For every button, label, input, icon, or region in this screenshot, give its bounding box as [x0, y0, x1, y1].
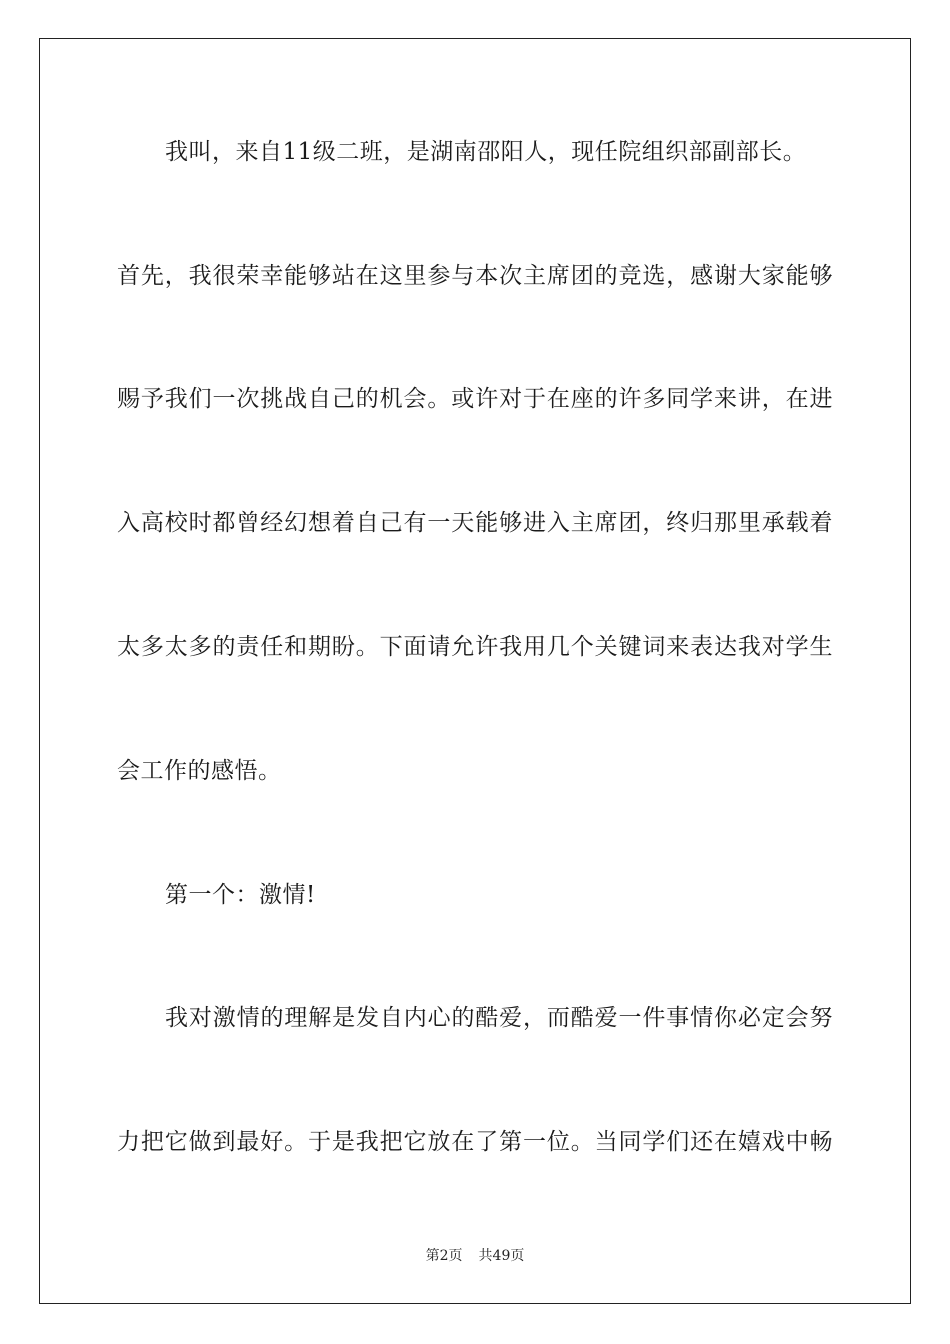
paragraph-line: 赐予我们一次挑战自己的机会。或许对于在座的许多同学来讲，在进: [117, 386, 833, 412]
paragraph-line: 入高校时都曾经幻想着自己有一天能够进入主席团，终归那里承载着: [117, 510, 833, 536]
paragraph-line: 首先，我很荣幸能够站在这里参与本次主席团的竞选，感谢大家能够: [117, 263, 833, 289]
paragraph-line: 我叫，来自11级二班，是湖南邵阳人，现任院组织部副部长。: [165, 139, 807, 165]
page-number: 第2页: [425, 1248, 463, 1264]
page-total: 共49页: [478, 1248, 525, 1264]
page-footer: [0, 1246, 950, 1266]
page-frame: [39, 38, 911, 1304]
paragraph-line: 太多太多的责任和期盼。下面请允许我用几个关键词来表达我对学生: [117, 634, 833, 660]
paragraph-line: 会工作的感悟。: [117, 758, 282, 784]
paragraph-line: 力把它做到最好。于是我把它放在了第一位。当同学们还在嬉戏中畅: [117, 1129, 833, 1155]
section-heading: 第一个：激情!: [165, 882, 316, 908]
paragraph-line: 我对激情的理解是发自内心的酷爱，而酷爱一件事情你必定会努: [165, 1005, 833, 1031]
